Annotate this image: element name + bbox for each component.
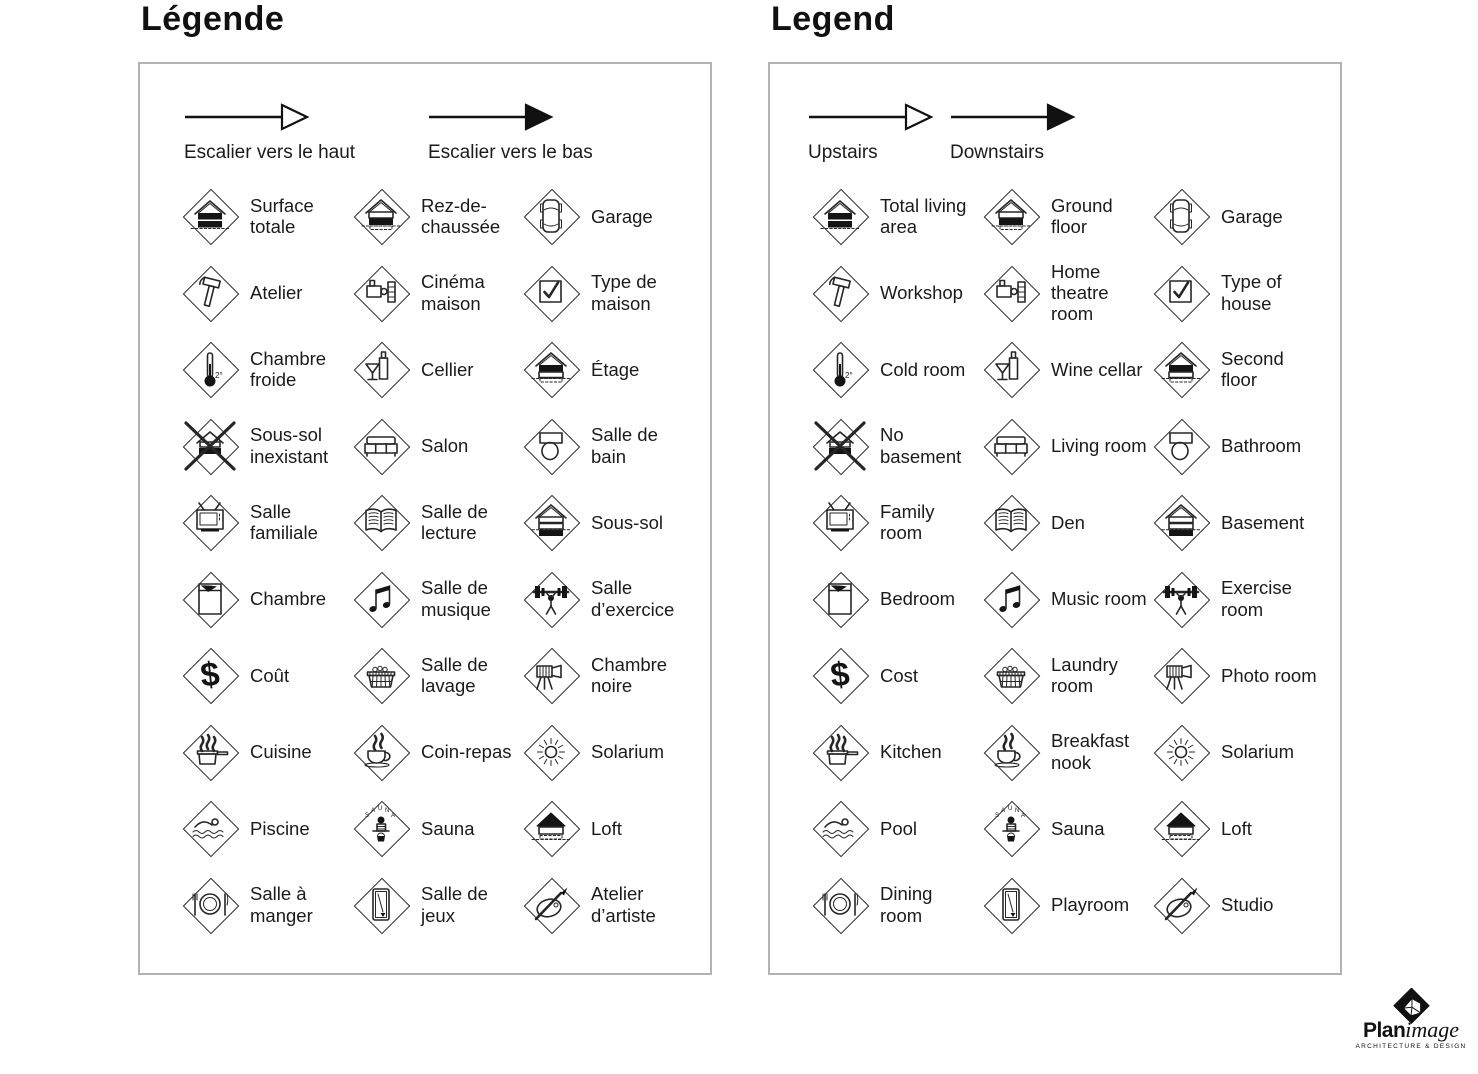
- svg-text:A: A: [371, 808, 376, 815]
- legend-entry-label: Rez-de-chaussée: [421, 194, 501, 238]
- legend-entry: [523, 867, 704, 944]
- svg-text:N: N: [385, 808, 390, 815]
- legend-entry: [523, 714, 704, 791]
- stairs-up-arrow-icon: [184, 102, 355, 164]
- photo-camera-tripod-icon: [1153, 647, 1209, 703]
- legend-entry-label: Cost: [880, 664, 919, 686]
- living-room-sofa-icon: [353, 418, 409, 474]
- legend-entry-label: Loft: [1221, 817, 1252, 839]
- legend-entry-label: Ground floor: [1051, 194, 1113, 238]
- house-type-checkbox-icon: [523, 265, 579, 321]
- legend-entry-label: Cold room: [880, 358, 966, 380]
- svg-text:U: U: [1008, 806, 1013, 813]
- legend-entry: [983, 867, 1153, 944]
- legend-entry: [812, 178, 983, 255]
- legend-entry: [353, 331, 523, 408]
- planimage-logo: [1350, 988, 1472, 1050]
- stairs-arrows: [140, 64, 710, 176]
- legend-entry: [523, 790, 704, 867]
- sauna-person-icon: [353, 800, 409, 856]
- legend-entry-label: Pool: [880, 817, 918, 839]
- legend-entry: [983, 637, 1153, 714]
- den-book-icon: [983, 494, 1039, 550]
- legend-entry: [983, 561, 1153, 638]
- legend-entry-label: Étage: [591, 358, 640, 380]
- legend-entry: [812, 255, 983, 332]
- house-total-icon: [812, 188, 868, 244]
- legend-entry: [983, 331, 1153, 408]
- svg-text:N: N: [1015, 808, 1020, 815]
- legend-entry: [812, 561, 983, 638]
- kitchen-pot-icon: [812, 724, 868, 780]
- legend-entry: [812, 408, 983, 485]
- legend-grid: [812, 178, 1334, 943]
- legend-entry-label: Wine cellar: [1051, 358, 1143, 380]
- playroom-pool-table-icon: [983, 877, 1039, 933]
- bedroom-bed-icon: [182, 571, 238, 627]
- legend-entry: [983, 790, 1153, 867]
- studio-palette-icon: [1153, 877, 1209, 933]
- legend-entry: [523, 178, 704, 255]
- legend-entry-label: Salle à manger: [250, 883, 313, 926]
- legend-entry: [983, 714, 1153, 791]
- dining-plate-icon: [812, 877, 868, 933]
- legend-entry: [523, 408, 704, 485]
- legend-entry-label: Sauna: [421, 817, 475, 839]
- legend-entry-label: Type of house: [1221, 271, 1282, 314]
- legend-entry-label: No basement: [880, 424, 962, 467]
- legend-entry: [1153, 484, 1334, 561]
- svg-text:A: A: [391, 813, 396, 820]
- logo-tagline: ARCHITECTURE & DESIGN: [1355, 1043, 1467, 1050]
- legend-entry-label: Basement: [1221, 511, 1305, 533]
- arrow-label: Downstairs: [950, 142, 1044, 163]
- legend-entry-label: Total living area: [880, 194, 967, 238]
- legend-entry: [983, 178, 1153, 255]
- legend-entry-label: Photo room: [1221, 664, 1317, 686]
- house-total-icon: [182, 188, 238, 244]
- legend-entry-label: Garage: [591, 205, 653, 227]
- stairs-down-arrow-icon: [428, 102, 593, 164]
- den-book-icon: [353, 494, 409, 550]
- exercise-barbell-icon: [523, 571, 579, 627]
- svg-text:S: S: [365, 813, 370, 820]
- legend-entry: [353, 255, 523, 332]
- legend-entry: [523, 255, 704, 332]
- legend-entry: [812, 637, 983, 714]
- legend-entry: [1153, 714, 1334, 791]
- legend-entry-label: Salle de bain: [591, 424, 658, 467]
- garage-car-icon: [523, 188, 579, 244]
- legend-entry: [182, 408, 353, 485]
- dining-plate-icon: [182, 877, 238, 933]
- legend-entry-label: Second floor: [1221, 347, 1284, 391]
- legend-entry-label: Sous-sol: [591, 511, 663, 533]
- legend-entry-label: Salle de jeux: [421, 883, 488, 926]
- legend-entry-label: Coin-repas: [421, 741, 512, 763]
- legend-entry-label: Piscine: [250, 817, 310, 839]
- music-notes-icon: [353, 571, 409, 627]
- legend-entry: [1153, 408, 1334, 485]
- legend-entry-label: Music room: [1051, 588, 1147, 610]
- cold-thermometer-icon: [182, 341, 238, 397]
- legend-entry: [182, 331, 353, 408]
- house-ground-floor-icon: [983, 188, 1039, 244]
- legend-entry: [353, 484, 523, 561]
- legend-entry: [182, 637, 353, 714]
- solarium-sun-icon: [1153, 724, 1209, 780]
- svg-text:2°: 2°: [215, 371, 223, 381]
- legend-entry: [983, 484, 1153, 561]
- laundry-basket-icon: [983, 647, 1039, 703]
- legend-entry: [182, 867, 353, 944]
- legend-panel-english: [768, 62, 1342, 975]
- legend-entry: [983, 408, 1153, 485]
- legend-entry-label: Living room: [1051, 435, 1147, 457]
- legend-title-french: Légende: [141, 0, 285, 38]
- house-basement-icon: [523, 494, 579, 550]
- legend-entry-label: Atelier d’artiste: [591, 883, 656, 926]
- cold-thermometer-icon: [812, 341, 868, 397]
- legend-entry-label: Salle familiale: [250, 500, 318, 544]
- home-theatre-projector-icon: [353, 265, 409, 321]
- legend-entry-label: Cellier: [421, 358, 474, 380]
- legend-entry-label: Salon: [421, 435, 469, 457]
- legend-entry-label: Sous-sol inexistant: [250, 424, 329, 467]
- legend-entry-label: Atelier: [250, 282, 303, 304]
- house-loft-icon: [1153, 800, 1209, 856]
- laundry-basket-icon: [353, 647, 409, 703]
- legend-entry: [353, 178, 523, 255]
- breakfast-cup-icon: [353, 724, 409, 780]
- bathroom-toilet-icon: [1153, 418, 1209, 474]
- legend-entry: [353, 714, 523, 791]
- sauna-person-icon: [983, 800, 1039, 856]
- legend-entry: [812, 331, 983, 408]
- no-basement-crossed-house-icon: [182, 418, 238, 474]
- no-basement-crossed-house-icon: [812, 418, 868, 474]
- svg-text:2°: 2°: [845, 371, 853, 381]
- breakfast-cup-icon: [983, 724, 1039, 780]
- workshop-hammer-icon: [812, 265, 868, 321]
- legend-entry-label: Chambre: [250, 588, 327, 610]
- svg-text:$: $: [828, 655, 852, 696]
- legend-entry-label: Solarium: [591, 741, 664, 763]
- house-basement-icon: [1153, 494, 1209, 550]
- legend-entry: [182, 484, 353, 561]
- legend-entry-label: Salle de musique: [421, 577, 491, 620]
- house-type-checkbox-icon: [1153, 265, 1209, 321]
- family-room-tv-icon: [182, 494, 238, 550]
- legend-entry-label: Loft: [591, 817, 622, 839]
- garage-car-icon: [1153, 188, 1209, 244]
- legend-entry-label: Dining room: [880, 883, 933, 926]
- legend-entry-label: Studio: [1221, 894, 1274, 916]
- legend-entry-label: Cinéma maison: [421, 271, 485, 314]
- legend-entry: [1153, 561, 1334, 638]
- bathroom-toilet-icon: [523, 418, 579, 474]
- legend-entry: [812, 714, 983, 791]
- legend-entry: [812, 790, 983, 867]
- legend-entry: [1153, 255, 1334, 332]
- wine-cellar-icon: [353, 341, 409, 397]
- legend-entry: [182, 714, 353, 791]
- stairs-down-arrow-icon: [950, 102, 1076, 164]
- svg-text:A: A: [1021, 813, 1026, 820]
- legend-entry: [523, 561, 704, 638]
- exercise-barbell-icon: [1153, 571, 1209, 627]
- legend-entry: [353, 408, 523, 485]
- legend-entry-label: Solarium: [1221, 741, 1294, 763]
- legend-entry: [1153, 790, 1334, 867]
- pool-swimmer-icon: [812, 800, 868, 856]
- legend-entry: [182, 790, 353, 867]
- legend-entry-label: Breakfast nook: [1051, 730, 1130, 773]
- legend-entry: [1153, 637, 1334, 714]
- legend-entry: [353, 867, 523, 944]
- legend-entry-label: Salle de lavage: [421, 653, 488, 697]
- arrow-label: Escalier vers le bas: [428, 142, 593, 163]
- legend-entry-label: Den: [1051, 511, 1085, 533]
- legend-entry-label: Kitchen: [880, 741, 942, 763]
- legend-entry-label: Workshop: [880, 282, 963, 304]
- svg-text:A: A: [1001, 808, 1006, 815]
- legend-title-english: Legend: [771, 0, 895, 38]
- bedroom-bed-icon: [812, 571, 868, 627]
- kitchen-pot-icon: [182, 724, 238, 780]
- wine-cellar-icon: [983, 341, 1039, 397]
- legend-entry-label: Bathroom: [1221, 435, 1302, 457]
- legend-grid: [182, 178, 704, 943]
- music-notes-icon: [983, 571, 1039, 627]
- family-room-tv-icon: [812, 494, 868, 550]
- legend-entry-label: Salle d’exercice: [591, 577, 675, 620]
- legend-entry: [523, 637, 704, 714]
- legend-entry: [353, 637, 523, 714]
- legend-entry-label: Family room: [880, 500, 935, 544]
- svg-text:U: U: [378, 806, 383, 813]
- logo-brand: [1350, 1019, 1472, 1041]
- studio-palette-icon: [523, 877, 579, 933]
- playroom-pool-table-icon: [353, 877, 409, 933]
- legend-panel-french: [138, 62, 712, 975]
- legend-entry: [353, 790, 523, 867]
- svg-text:S: S: [995, 813, 1000, 820]
- solarium-sun-icon: [523, 724, 579, 780]
- cost-dollar-icon: [182, 647, 238, 703]
- legend-entry-label: Chambre noire: [591, 653, 668, 697]
- living-room-sofa-icon: [983, 418, 1039, 474]
- legend-entry: [523, 484, 704, 561]
- legend-entry-label: Chambre froide: [250, 347, 327, 391]
- arrow-label: Upstairs: [808, 142, 878, 163]
- stairs-up-arrow-icon: [808, 102, 934, 164]
- legend-entry-label: Coût: [250, 664, 290, 686]
- legend-entry: [1153, 867, 1334, 944]
- house-ground-floor-icon: [353, 188, 409, 244]
- legend-entry-label: Bedroom: [880, 588, 956, 610]
- legend-entry: [1153, 331, 1334, 408]
- legend-entry: [812, 484, 983, 561]
- legend-entry-label: Garage: [1221, 205, 1283, 227]
- logo-brand-image: image: [1405, 1017, 1460, 1042]
- stairs-arrows: [770, 64, 1340, 176]
- house-second-floor-icon: [1153, 341, 1209, 397]
- legend-entry-label: Sauna: [1051, 817, 1105, 839]
- logo-brand-plan: Plan: [1362, 1019, 1406, 1042]
- legend-entry: [812, 867, 983, 944]
- legend-entry: [182, 561, 353, 638]
- legend-entry-label: Exercise room: [1221, 577, 1292, 620]
- legend-entry-label: Surface totale: [250, 194, 314, 238]
- legend-entry-label: Laundry room: [1051, 653, 1118, 697]
- legend-entry-label: Home theatre room: [1051, 260, 1109, 325]
- cost-dollar-icon: [812, 647, 868, 703]
- house-second-floor-icon: [523, 341, 579, 397]
- svg-text:$: $: [198, 655, 222, 696]
- arrow-label: Escalier vers le haut: [184, 142, 356, 163]
- legend-entry: [1153, 178, 1334, 255]
- legend-entry: [523, 331, 704, 408]
- legend-entry: [983, 255, 1153, 332]
- legend-entry-label: Type de maison: [591, 271, 657, 314]
- legend-entry: [182, 178, 353, 255]
- pool-swimmer-icon: [182, 800, 238, 856]
- legend-entry: [182, 255, 353, 332]
- legend-entry: [353, 561, 523, 638]
- home-theatre-projector-icon: [983, 265, 1039, 321]
- legend-entry-label: Cuisine: [250, 741, 312, 763]
- workshop-hammer-icon: [182, 265, 238, 321]
- house-loft-icon: [523, 800, 579, 856]
- legend-entry-label: Playroom: [1051, 894, 1130, 916]
- photo-camera-tripod-icon: [523, 647, 579, 703]
- legend-entry-label: Salle de lecture: [421, 500, 488, 544]
